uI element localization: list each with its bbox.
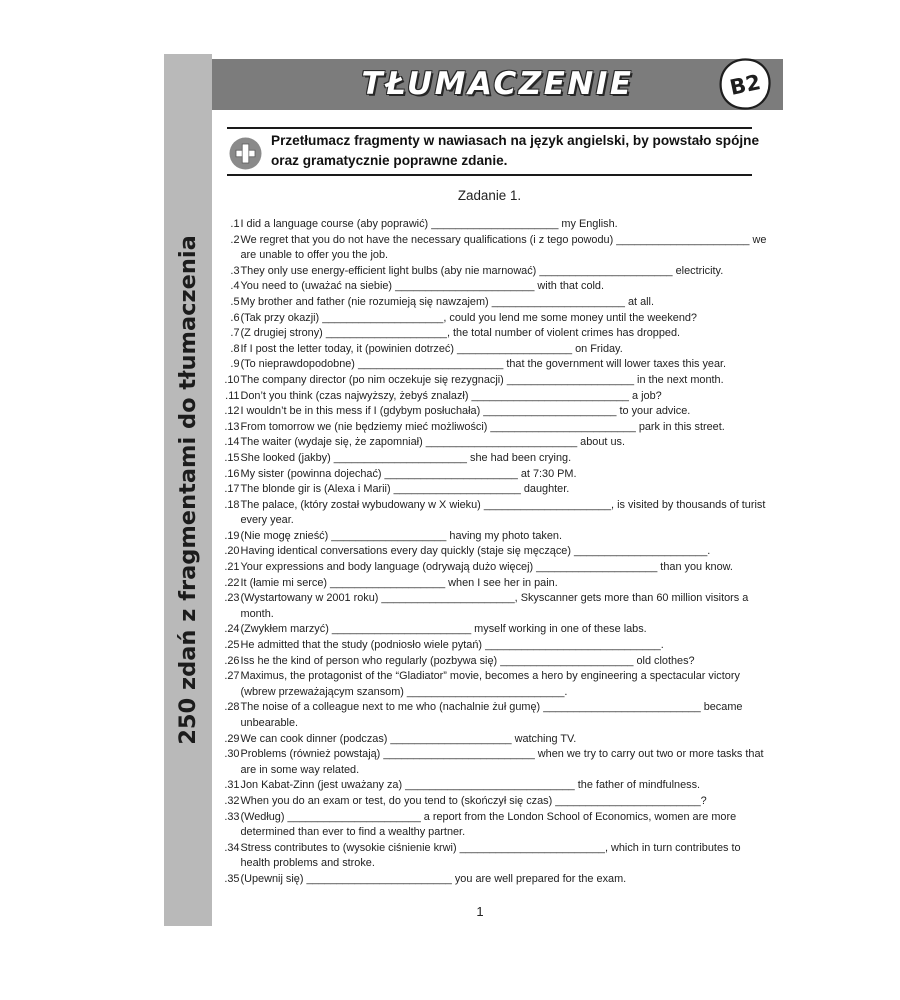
sentence-item (224, 622, 770, 638)
side-banner-label: 250 zdań z fragmentami do tłumaczenia (175, 235, 201, 745)
sentence-item (224, 576, 770, 592)
sentence-item (228, 342, 770, 358)
sentence-item (225, 389, 770, 405)
page-title: TŁUMACZENIE (361, 66, 634, 102)
sentence-number: 3. (230, 264, 240, 277)
sentence-item (224, 467, 770, 483)
sentence-text: Having identical conversations every day quickly (staje się męczące) ______________________. (240, 545, 711, 558)
instruction-top-rule (227, 127, 752, 129)
sentence-text: Jon Kabat-Zinn (jest uważany za) ____________________________ the father of mindfulness. (240, 779, 701, 792)
sentence-text: You need to (uważać na siebie) _______________________ with that cold. (240, 280, 605, 293)
sentence-number: 5. (230, 295, 240, 308)
sentence-item (224, 529, 770, 545)
page-number: 1 (476, 904, 484, 919)
sentence-number: 10. (224, 373, 240, 386)
sentence-text: The palace, (który został wybudowany w X wieku) _____________________, is visited by thousands of turist every year. (240, 498, 766, 527)
sentence-text: (Upewnij się) ________________________ you are well prepared for the exam. (240, 872, 627, 885)
sentence-text: They only use energy-efficient light bulbs (aby nie marnować) ______________________ electricity. (240, 264, 724, 277)
sentence-number: 2. (230, 233, 240, 246)
sentence-item (224, 778, 770, 794)
level-badge-text: B2 (727, 70, 763, 100)
sentence-number: 34. (224, 841, 240, 854)
sentence-text: It (łamie mi serce) ___________________ when I see her in pain. (240, 576, 558, 589)
instruction-text: Przetłumacz fragmenty w nawiasach na język angielski, by powstało spójne oraz gramatycznie poprawne zdanie. (271, 133, 760, 168)
sentence-text: (Tak przy okazji) ____________________, could you lend me some money until the weekend? (240, 311, 697, 324)
sentence-number: 12. (224, 405, 240, 418)
task-title: Zadanie 1. (457, 188, 522, 203)
sentence-text: When you do an exam or test, do you tend to (skończył się czas) ________________________? (240, 794, 707, 807)
sentence-text: (Wystartowany w 2001 roku) ______________________, Skyscanner gets more than 60 million visitors a month. (240, 592, 749, 620)
sentence-item (224, 404, 770, 420)
plus-icon (229, 137, 262, 170)
sentence-number: 11. (225, 389, 240, 402)
sentence-number: 19. (224, 529, 240, 542)
sentence-text: (Nie mogę znieść) ___________________ having my photo taken. (240, 529, 562, 542)
sentence-number: 23. (224, 592, 240, 605)
sentence-text: My sister (powinna dojechać) ______________________ at 7:30 PM. (240, 467, 577, 480)
sentence-item (224, 451, 770, 467)
sentence-item (228, 217, 770, 233)
sentence-item (224, 638, 770, 654)
sentence-number: 27. (224, 670, 240, 683)
sentence-text: (Zwykłem marzyć) _______________________ myself working in one of these labs. (240, 623, 647, 636)
sentence-text: (To nieprawdopodobne) ________________________ that the government will lower taxes this year. (240, 358, 727, 371)
sentence-number: 14. (224, 436, 240, 449)
sentence-text: Don’t you think (czas najwyższy, żebyś znalazł) __________________________ a job? (240, 389, 662, 402)
sentence-item (224, 872, 770, 888)
sentence-text: (Według) ______________________ a report from the London School of Economics, women are more determined than ever to find a wealthy partner. (240, 810, 737, 839)
sentence-text: Stress contributes to (wysokie ciśnienie krwi) ________________________, which in turn contributes to health problems and stroke. (240, 841, 741, 870)
sentence-item (224, 544, 770, 560)
sentence-number: 9. (230, 358, 240, 371)
sentence-item (224, 732, 770, 748)
sentence-item (224, 482, 770, 498)
sentence-item (224, 591, 770, 622)
sentence-number: 8. (230, 342, 240, 355)
sentence-number: 24. (224, 623, 240, 636)
sentence-item (228, 326, 770, 342)
sentence-number: 7. (230, 327, 240, 340)
sentence-number: 1. (230, 218, 240, 230)
sentence-item (224, 841, 770, 872)
sentence-item (224, 373, 770, 389)
sentence-text: The company director (po nim oczekuje się rezygnacji) _____________________ in the next month. (240, 373, 724, 386)
sentence-number: 28. (224, 701, 240, 714)
sentence-item (228, 295, 770, 311)
sentence-text: We regret that you do not have the necessary qualifications (i z tego powodu) ______________________ we are unable to offer you the job. (240, 233, 767, 262)
sentence-item (224, 654, 770, 670)
sentence-text: The noise of a colleague next to me who (nachalnie żuł gumę) __________________________ became unbearable. (240, 701, 743, 729)
sentence-text: She looked (jakby) ______________________ she had been crying. (240, 451, 572, 464)
sentence-number: 35. (224, 872, 240, 885)
sentence-text: We can cook dinner (podczas) ____________________ watching TV. (240, 732, 577, 745)
sentence-number: 32. (224, 794, 240, 807)
sentence-number: 21. (224, 561, 240, 574)
sentence-number: 33. (224, 810, 240, 823)
sentence-text: I wouldn’t be in this mess if I (gdybym posłuchała) ______________________ to your advice. (240, 405, 691, 418)
instruction-bottom-rule (227, 174, 752, 176)
sentence-text: My brother and father (nie rozumieją się nawzajem) ______________________ at all. (240, 295, 655, 308)
sentence-text: I did a language course (aby poprawić) _____________________ my English. (240, 218, 618, 230)
sentence-item (224, 747, 770, 778)
sentence-item (228, 279, 770, 295)
sentence-text: The waiter (wydaje się, że zapomniał) _________________________ about us. (240, 436, 625, 449)
sentence-item (228, 264, 770, 280)
sentence-item (224, 794, 770, 810)
level-badge (719, 58, 771, 110)
sentence-item (224, 435, 770, 451)
sentence-item (228, 233, 770, 264)
sentence-list (224, 217, 770, 888)
sentence-number: 26. (224, 654, 240, 667)
sentence-number: 31. (224, 779, 240, 792)
sentence-text: Iss he the kind of person who regularly (pozbywa się) ______________________ old clothes? (240, 654, 695, 667)
sentence-number: 25. (224, 639, 240, 652)
sentence-number: 13. (224, 420, 240, 433)
sentence-item (224, 700, 770, 731)
sentence-number: 20. (224, 545, 240, 558)
sentence-text: Problems (również powstają) _________________________ when we try to carry out two or more tasks that are in some way related. (240, 748, 764, 776)
sentence-item (224, 560, 770, 576)
sentence-text: If I post the letter today, it (powinien dotrzeć) ___________________ on Friday. (240, 342, 623, 355)
sentence-number: 22. (224, 576, 240, 589)
sentence-number: 18. (224, 498, 240, 511)
sentence-text: From tomorrow we (nie będziemy mieć możliwości) ________________________ park in this street. (240, 420, 725, 433)
sentence-item (224, 810, 770, 841)
sentence-item (224, 420, 770, 436)
sentence-number: 29. (224, 732, 240, 745)
sentence-item (228, 357, 770, 373)
sentence-text: (Z drugiej strony) ____________________, the total number of violent crimes has dropped. (240, 327, 681, 340)
sentence-text: He admitted that the study (podniosło wiele pytań) _____________________________. (240, 639, 664, 652)
sentence-number: 16. (224, 467, 240, 480)
sentence-item (224, 498, 770, 529)
sentence-item (224, 669, 770, 700)
sentence-number: 4. (230, 280, 240, 293)
sentence-item (228, 311, 770, 327)
sentence-text: Maximus, the protagonist of the “Gladiator” movie, becomes a hero by engineering a spectacular victory (wbrew przeważającym szansom) __________________________. (240, 670, 740, 698)
sentence-text: Your expressions and body language (odrywają dużo więcej) ____________________ than you know. (240, 561, 733, 574)
sentence-number: 15. (224, 451, 240, 464)
sentence-number: 17. (224, 483, 240, 496)
sentence-text: The blonde gir is (Alexa i Marii) _____________________ daughter. (240, 483, 570, 496)
sentence-number: 30. (224, 748, 240, 761)
sentence-number: 6. (230, 311, 240, 324)
